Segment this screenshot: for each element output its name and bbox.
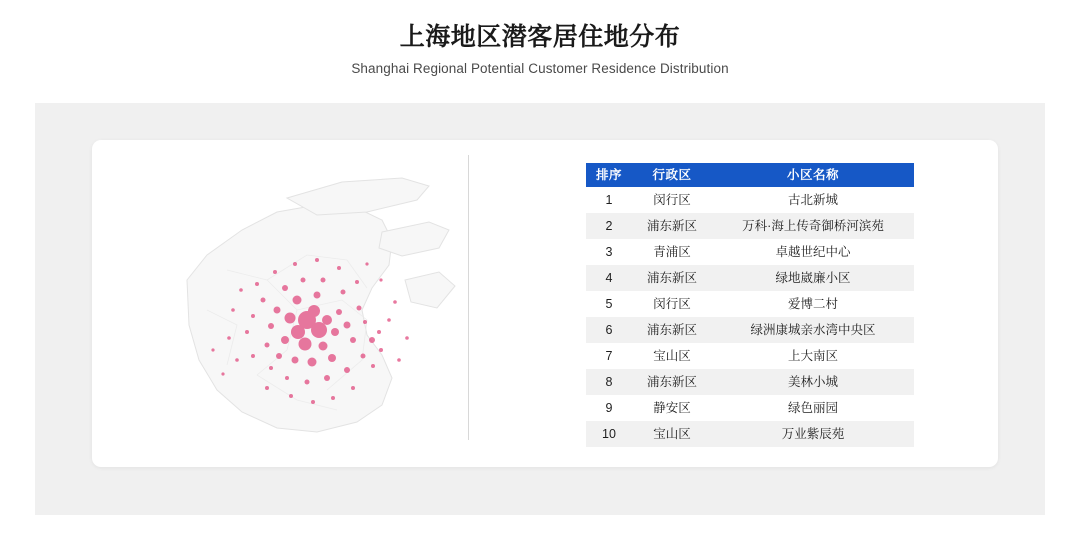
cell-community: 万业紫辰苑 — [712, 421, 914, 447]
cell-rank: 8 — [586, 369, 632, 395]
cell-rank: 3 — [586, 239, 632, 265]
cell-community: 古北新城 — [712, 187, 914, 213]
shanghai-map — [167, 160, 462, 445]
table-row — [586, 265, 914, 291]
cell-district: 闵行区 — [632, 187, 712, 213]
table-row — [586, 343, 914, 369]
cell-rank: 4 — [586, 265, 632, 291]
column-header-community: 小区名称 — [712, 163, 914, 187]
cell-district: 宝山区 — [632, 343, 712, 369]
cell-community: 卓越世纪中心 — [712, 239, 914, 265]
cell-district: 浦东新区 — [632, 265, 712, 291]
map-svg — [167, 160, 462, 445]
cell-rank: 5 — [586, 291, 632, 317]
table-row — [586, 317, 914, 343]
cell-community: 爱博二村 — [712, 291, 914, 317]
cell-community: 绿洲康城亲水湾中央区 — [712, 317, 914, 343]
cell-district: 闵行区 — [632, 291, 712, 317]
table-header-row — [586, 163, 914, 187]
table-row — [586, 239, 914, 265]
table-row — [586, 291, 914, 317]
cell-rank: 2 — [586, 213, 632, 239]
cell-district: 浦东新区 — [632, 369, 712, 395]
ranking-table — [586, 163, 914, 447]
vertical-divider — [468, 155, 469, 440]
column-header-rank: 排序 — [586, 163, 632, 187]
column-header-district: 行政区 — [632, 163, 712, 187]
cell-rank: 1 — [586, 187, 632, 213]
table-row — [586, 421, 914, 447]
cell-community: 绿色丽园 — [712, 395, 914, 421]
table-row — [586, 369, 914, 395]
cell-community: 绿地崴廉小区 — [712, 265, 914, 291]
cell-district: 青浦区 — [632, 239, 712, 265]
cell-community: 美林小城 — [712, 369, 914, 395]
page-title: 上海地区潜客居住地分布 — [399, 23, 681, 51]
cell-rank: 7 — [586, 343, 632, 369]
table-row — [586, 213, 914, 239]
cell-district: 浦东新区 — [632, 213, 712, 239]
cell-community: 上大南区 — [712, 343, 914, 369]
cell-rank: 10 — [586, 421, 632, 447]
page-subtitle: Shanghai Regional Potential Customer Residence Distribution — [351, 61, 729, 76]
cell-district: 浦东新区 — [632, 317, 712, 343]
cell-community: 万科·海上传奇御桥河滨苑 — [712, 213, 914, 239]
table-row — [586, 395, 914, 421]
cell-district: 宝山区 — [632, 421, 712, 447]
cell-district: 静安区 — [632, 395, 712, 421]
table-row — [586, 187, 914, 213]
title-block — [0, 22, 1080, 76]
cell-rank: 6 — [586, 317, 632, 343]
cell-rank: 9 — [586, 395, 632, 421]
